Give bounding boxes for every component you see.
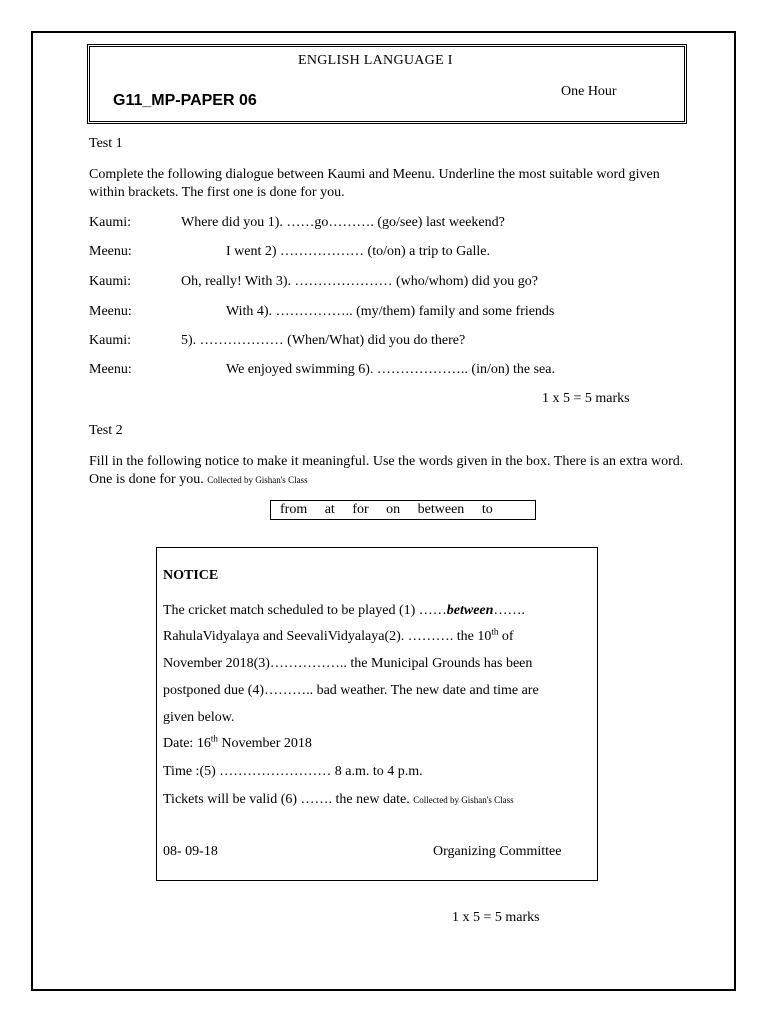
dialogue-line: We enjoyed swimming 6). ……………….. (in/on) the sea. [226, 362, 555, 377]
superscript: th [210, 733, 218, 744]
test2-instructions [89, 453, 689, 489]
exam-duration: One Hour [561, 84, 617, 99]
notice-text: November 2018 [217, 736, 312, 751]
dialogue-speaker: Kaumi: [89, 333, 131, 348]
notice-title: NOTICE [163, 568, 219, 583]
dialogue-speaker: Kaumi: [89, 274, 131, 289]
word-option: to [481, 502, 493, 517]
notice-date [163, 733, 312, 752]
notice-text: The cricket match scheduled to be played (1) …… [163, 603, 447, 618]
exam-title: ENGLISH LANGUAGE I [298, 53, 453, 68]
test1-heading: Test 1 [89, 136, 123, 151]
notice-text: ……. [493, 603, 525, 618]
watermark-text: Collected by Gishan's Class [207, 475, 308, 485]
word-option: on [386, 502, 401, 517]
dialogue-speaker: Kaumi: [89, 215, 131, 230]
word-box [270, 500, 536, 520]
dialogue-line: Where did you 1). ……go………. (go/see) last weekend? [181, 215, 505, 230]
notice-tickets [163, 792, 514, 808]
notice-answer: between [446, 603, 494, 618]
test2-marks: 1 x 5 = 5 marks [452, 910, 540, 925]
notice-date-footer: 08- 09-18 [163, 844, 218, 859]
notice-text: RahulaVidyalaya and SeevaliVidyalaya(2). ………. the 10 [163, 629, 492, 644]
paper-code: G11_MP-PAPER 06 [113, 92, 257, 109]
dialogue-line: I went 2) ……………… (to/on) a trip to Galle. [226, 244, 491, 259]
dialogue-speaker: Meenu: [89, 362, 132, 377]
test1-marks: 1 x 5 = 5 marks [542, 391, 630, 406]
dialogue-line: With 4). …………….. (my/them) family and some friends [226, 304, 555, 319]
word-option: between [417, 502, 465, 517]
test2-heading: Test 2 [89, 423, 123, 438]
notice-line [163, 603, 525, 619]
notice-signoff: Organizing Committee [433, 844, 562, 859]
dialogue-speaker: Meenu: [89, 304, 132, 319]
word-option: from [280, 502, 308, 517]
dialogue-line: Oh, really! With 3). ………………… (who/whom) did you go? [181, 274, 538, 289]
superscript: th [491, 626, 499, 637]
watermark-text: Collected by Gishan's Class [413, 795, 514, 805]
notice-time: Time :(5) …………………… 8 a.m. to 4 p.m. [163, 764, 423, 779]
notice-text: Tickets will be valid (6) ……. the new date. [163, 792, 410, 807]
word-option: for [352, 502, 369, 517]
dialogue-line: 5). ……………… (When/What) did you do there? [181, 333, 466, 348]
notice-text: Date: 16 [163, 736, 211, 751]
notice-text: of [498, 629, 514, 644]
word-option: at [324, 502, 335, 517]
dialogue-speaker: Meenu: [89, 244, 132, 259]
test1-instructions: Complete the following dialogue between Kaumi and Meenu. Underline the most suitable word given within brackets. The first one is done for you. [89, 167, 660, 200]
notice-line: November 2018(3)…………….. the Municipal Grounds has been [163, 656, 533, 671]
instructions-text: Fill in the following notice to make it meaningful. Use the words given in the box. There is an extra word. One is done for you. [89, 454, 684, 487]
notice-line: given below. [163, 710, 235, 725]
notice-line [163, 626, 514, 645]
notice-line: postponed due (4)……….. bad weather. The new date and time are [163, 683, 539, 698]
